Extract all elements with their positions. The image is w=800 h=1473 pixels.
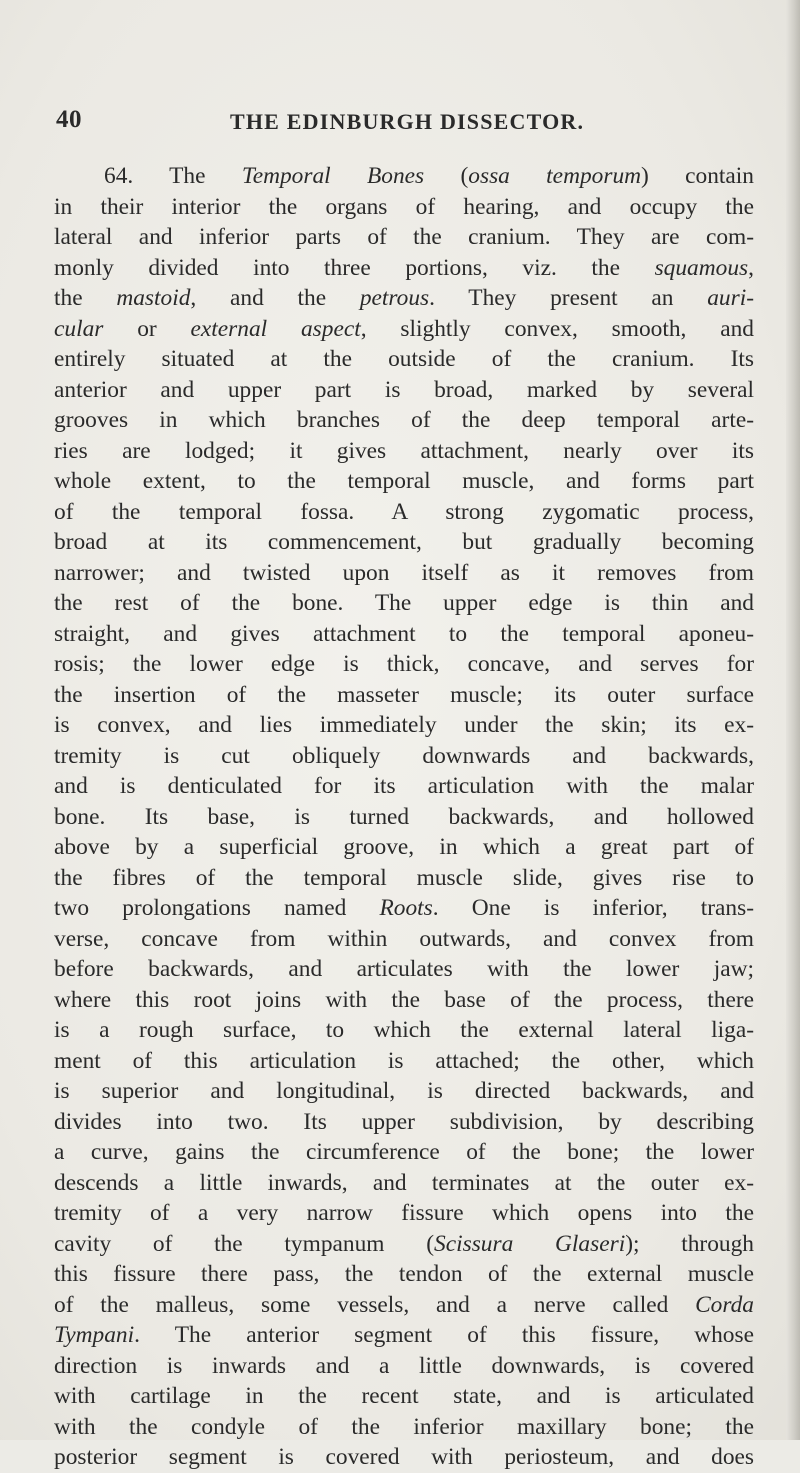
text-line: rosis; the lower edge is thick, concave, and serves for [54,651,754,677]
text-line: 64. The Temporal Bones (ossa temporum) contain [104,163,755,189]
text-line: before backwards, and articulates with the lower jaw; [54,956,754,982]
text-line: cular or external aspect, slightly convex, smooth, and [54,315,754,342]
text-line: is superior and longitudinal, is directed backwards, and [54,1078,754,1104]
text-line: lateral and inferior parts of the cranium. They are com- [54,224,754,250]
text-line: grooves in which branches of the deep temporal arte- [54,407,754,433]
page-edge [786,0,800,1440]
text-line: a curve, gains the circumference of the bone; the lower [54,1139,754,1165]
text-line: the insertion of the masseter muscle; its outer surface [54,681,754,708]
text-line: the rest of the bone. The upper edge is thin and [54,590,754,616]
text-line: the mastoid, and the petrous. They present an auri- [54,285,754,311]
text-line: straight, and gives attachment to the temporal aponeu- [54,620,754,647]
text-line: tremity of a very narrow fissure which opens into the [54,1200,754,1226]
body-text [54,161,754,1473]
text-line: Tympani. The anterior segment of this fissure, whose [54,1322,754,1348]
page-header [56,106,756,140]
text-line: bone. Its base, is turned backwards, and hollowed [54,803,754,830]
text-line: anterior and upper part is broad, marked by several [54,376,754,403]
text-line: posterior segment is covered with periosteum, and does [54,1444,754,1470]
text-line: verse, concave from within outwards, and convex from [54,925,754,952]
text-line: ment of this articulation is attached; the other, which [54,1047,754,1074]
text-line: in their interior the organs of hearing, and occupy the [54,193,754,220]
text-line: with the condyle of the inferior maxillary bone; the [54,1413,754,1440]
text-line: tremity is cut obliquely downwards and backwards, [54,742,754,769]
text-line: entirely situated at the outside of the cranium. Its [54,346,754,372]
text-line: above by a superficial groove, in which a great part of [54,834,754,860]
text-line: is a rough surface, to which the external lateral liga- [54,1017,754,1043]
text-line: where this root joins with the base of the process, there [54,986,754,1013]
text-line: two prolongations named Roots. One is inferior, trans- [54,895,754,921]
text-line: is convex, and lies immediately under the skin; its ex- [54,712,754,738]
text-line: whole extent, to the temporal muscle, and forms part [54,468,754,494]
text-line: narrower; and twisted upon itself as it removes from [54,559,754,586]
text-line: the fibres of the temporal muscle slide, gives rise to [54,864,754,891]
text-line: broad at its commencement, but gradually becoming [54,529,754,555]
text-line: of the malleus, some vessels, and a nerve called Corda [54,1291,754,1318]
text-line: divides into two. Its upper subdivision, by describing [54,1108,754,1135]
text-line: monly divided into three portions, viz. the squamous, [54,254,754,281]
page-number: 40 [56,106,82,133]
text-line: cavity of the tympanum (Scissura Glaseri); through [54,1230,754,1257]
text-line: with cartilage in the recent state, and is articulated [54,1383,754,1409]
text-line: direction is inwards and a little downwards, is covered [54,1352,754,1379]
text-line: ries are lodged; it gives attachment, nearly over its [54,437,754,464]
text-line: and is denticulated for its articulation with the malar [54,773,754,799]
text-line: descends a little inwards, and terminates at the outer ex- [54,1169,754,1196]
text-line: of the temporal fossa. A strong zygomatic process, [54,498,754,525]
running-head: THE EDINBURGH DISSECTOR. [230,109,585,134]
text-line: this fissure there pass, the tendon of the external muscle [54,1261,754,1287]
